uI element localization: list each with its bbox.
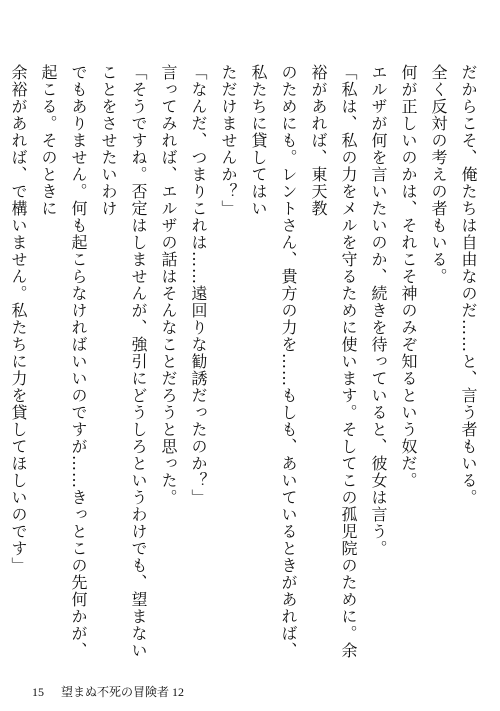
text-line: エルザが何を言いたいのか、続きを待っていると、彼女は言う。 bbox=[369, 64, 388, 557]
text-line: 何が正しいのかは、それこそ神のみぞ知るという奴だ。 bbox=[399, 64, 418, 489]
text-line: 全く反対の考えの者もいる。 bbox=[429, 64, 448, 285]
text-line: 余裕があれば、で構いません。私たちに力を貸してほしいのです」 bbox=[9, 64, 28, 574]
text-line: 「私は、私の力をメルを守るために使います。そしてこの孤児院のために。余裕があれば、東天教 bbox=[309, 64, 358, 659]
text-line: だからこそ、俺たちは自由なのだ……と、言う者もいる。 bbox=[459, 64, 478, 506]
text-line: のためにも。レントさん、貴方の力を……もしも、あいているときがあれば、私たちに貸してはい bbox=[249, 64, 298, 659]
text-line: 「なんだ、つまりこれは……遠回りな勧誘だったのか？」 bbox=[189, 64, 208, 506]
page-number: 15 bbox=[32, 685, 44, 699]
page-footer bbox=[32, 683, 184, 700]
text-line: ただけませんか？」 bbox=[219, 64, 238, 217]
vertical-body-text bbox=[9, 64, 483, 667]
text-line: 言ってみれば、エルザの話はそんなことだろうと思った。 bbox=[159, 64, 178, 506]
text-line: 「そうですね。否定はしませんが、強引にどうしろというわけでも、望まないことをさせたいわけ bbox=[99, 64, 148, 659]
text-line bbox=[0, 64, 3, 667]
text-line: でもありません。何も起こらなければいいのですが……きっとこの先何かが、起こる。そのときに bbox=[39, 64, 88, 659]
running-title: 望まぬ不死の冒険者 12 bbox=[61, 685, 185, 699]
